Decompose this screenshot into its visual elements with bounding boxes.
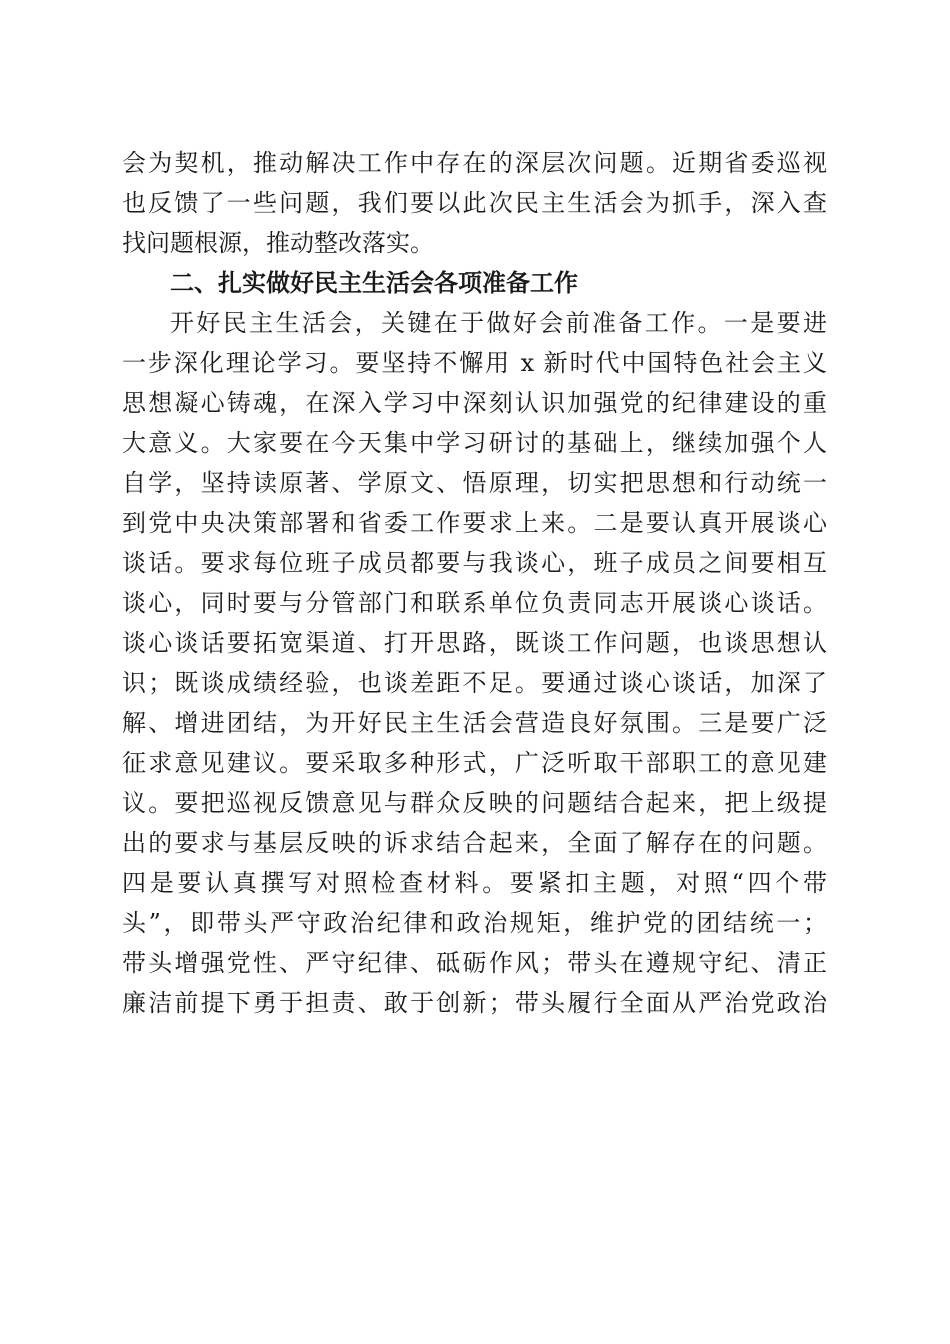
text-line: 征求意见建议。要采取多种形式，广泛听取干部职工的意见建	[122, 749, 827, 777]
text-line: 解、增进团结，为开好民主生活会营造良好氛围。三是要广泛	[122, 709, 827, 737]
text-line: 也反馈了一些问题，我们要以此次民主生活会为抓手，深入查	[122, 189, 827, 217]
text-line: 自学，坚持读原著、学原文、悟原理，切实把思想和行动统一	[122, 469, 827, 497]
text-line: 会为契机，推动解决工作中存在的深层次问题。近期省委巡视	[122, 149, 827, 177]
text-line: 四是要认真撰写对照检查材料。要紧扣主题，对照“四个带	[122, 869, 827, 897]
text-line: 识；既谈成绩经验，也谈差距不足。要通过谈心谈话，加深了	[122, 669, 827, 697]
text-line: 谈心，同时要与分管部门和联系单位负责同志开展谈心谈话。	[122, 589, 827, 617]
text-line: 找问题根源，推动整改落实。	[122, 229, 434, 257]
text-line: 出的要求与基层反映的诉求结合起来，全面了解存在的问题。	[122, 829, 827, 857]
text-line: 大意义。大家要在今天集中学习研讨的基础上，继续加强个人	[122, 429, 827, 457]
text-line: 谈话。要求每位班子成员都要与我谈心，班子成员之间要相互	[122, 549, 827, 577]
text-line: 谈心谈话要拓宽渠道、打开思路，既谈工作问题，也谈思想认	[122, 629, 827, 657]
text-line: 开好民主生活会，关键在于做好会前准备工作。一是要进	[170, 309, 827, 337]
text-line: 思想凝心铸魂，在深入学习中深刻认识加强党的纪律建设的重	[122, 389, 827, 417]
text-line: 一步深化理论学习。要坚持不懈用 x 新时代中国特色社会主义	[122, 349, 827, 377]
text-line: 头”，即带头严守政治纪律和政治规矩，维护党的团结统一；	[122, 909, 827, 937]
text-line: 带头增强党性、严守纪律、砥砺作风；带头在遵规守纪、清正	[122, 949, 827, 977]
text-line: 到党中央决策部署和省委工作要求上来。二是要认真开展谈心	[122, 509, 827, 537]
section-heading: 二、扎实做好民主生活会各项准备工作	[170, 269, 578, 297]
text-line: 议。要把巡视反馈意见与群众反映的问题结合起来，把上级提	[122, 789, 827, 817]
text-line: 廉洁前提下勇于担责、敢于创新；带头履行全面从严治党政治	[122, 989, 827, 1017]
document-body	[122, 143, 827, 1023]
